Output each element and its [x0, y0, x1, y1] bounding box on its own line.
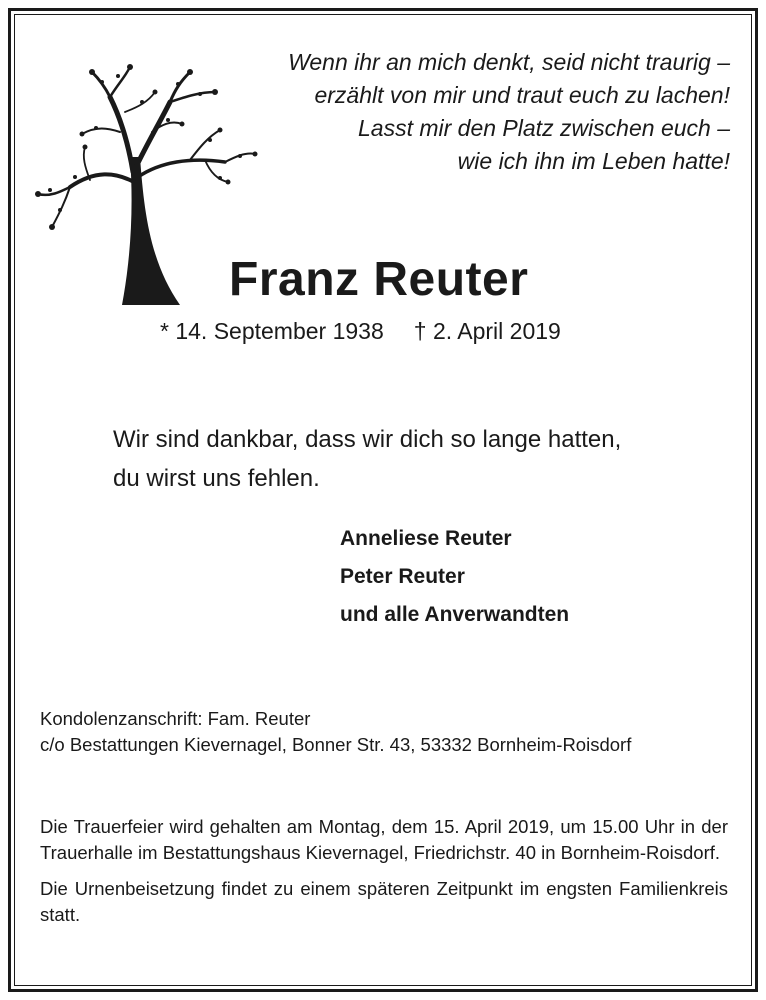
family-member: Anneliese Reuter	[340, 527, 512, 550]
condolence-line: c/o Bestattungen Kievernagel, Bonner Str. 43, 53332 Bornheim-Roisdorf	[40, 734, 632, 755]
family-signatures	[340, 520, 569, 634]
birth-date: * 14. September 1938	[160, 318, 384, 344]
service-paragraph: Die Trauerfeier wird gehalten am Montag, dem 15. April 2019, um 15.00 Uhr in der Trauerhalle im Bestattungshaus Kievernagel, Friedrichstr. 40 in Bornheim-Roisdorf.	[40, 816, 728, 863]
burial-paragraph: Die Urnenbeisetzung findet zu einem späteren Zeitpunkt im engsten Familienkreis statt.	[40, 878, 728, 925]
thanks-text	[113, 420, 621, 498]
life-dates	[160, 318, 561, 345]
poem-line: Wenn ihr an mich denkt, seid nicht traurig –	[288, 49, 730, 75]
service-info	[40, 814, 728, 928]
poem-line: erzählt von mir und traut euch zu lachen!	[314, 82, 730, 108]
poem-line: Lasst mir den Platz zwischen euch –	[357, 115, 730, 141]
family-member: und alle Anverwandten	[340, 603, 570, 626]
deceased-name: Franz Reuter	[229, 253, 529, 306]
thanks-line: Wir sind dankbar, dass wir dich so lange hatten,	[113, 426, 622, 453]
thanks-line: du wirst uns fehlen.	[113, 465, 320, 492]
family-member: Peter Reuter	[340, 565, 465, 588]
condolence-address	[40, 706, 631, 758]
poem	[190, 46, 730, 178]
poem-line: wie ich ihn im Leben hatte!	[457, 148, 730, 174]
condolence-line: Kondolenzanschrift: Fam. Reuter	[40, 708, 311, 729]
death-date: † 2. April 2019	[413, 318, 561, 344]
